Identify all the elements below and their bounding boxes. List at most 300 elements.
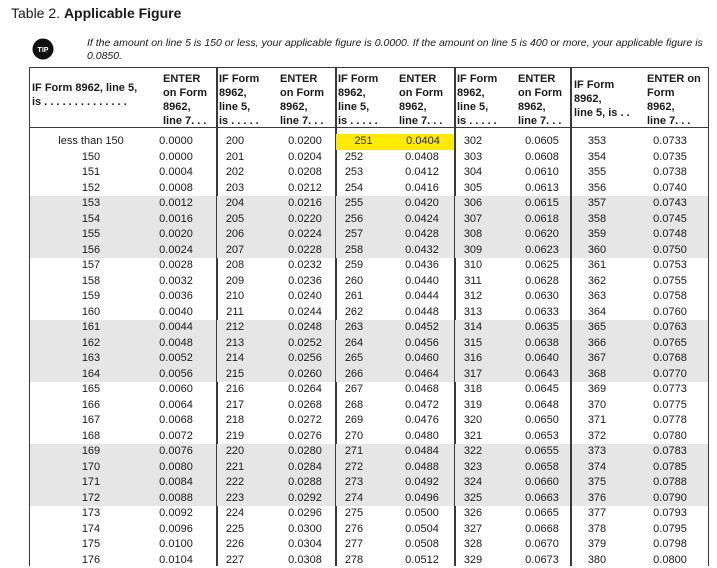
line5-amount: 278 bbox=[336, 553, 372, 568]
applicable-figure-value: 0.0292 bbox=[280, 491, 330, 507]
line5-amount: 277 bbox=[336, 537, 372, 553]
applicable-figure-value: 0.0044 bbox=[146, 320, 206, 336]
applicable-figure-value: 0.0296 bbox=[280, 506, 330, 522]
line5-amount: 356 bbox=[572, 181, 622, 197]
header-enter-label: ENTER on Form 8962, line 7. . . bbox=[399, 72, 443, 128]
applicable-figure-value: 0.0753 bbox=[640, 258, 700, 274]
line5-amount: 355 bbox=[572, 165, 622, 181]
table-row bbox=[30, 274, 217, 290]
highlighted-line5-amount: 251 bbox=[336, 134, 391, 150]
line5-amount: 162 bbox=[30, 336, 152, 352]
applicable-figure-value: 0.0016 bbox=[146, 212, 206, 228]
table-row bbox=[217, 506, 336, 522]
applicable-figure-value: 0.0252 bbox=[280, 336, 330, 352]
applicable-figure-value: 0.0444 bbox=[397, 289, 447, 305]
applicable-figure-value: 0.0733 bbox=[640, 134, 700, 150]
line5-amount: 227 bbox=[217, 553, 253, 568]
table-number: Table 2. bbox=[11, 5, 60, 21]
applicable-figure-value: 0.0768 bbox=[640, 351, 700, 367]
applicable-figure-value: 0.0605 bbox=[517, 134, 567, 150]
table-row bbox=[217, 367, 336, 383]
table-row bbox=[572, 289, 708, 305]
table-row bbox=[336, 413, 455, 429]
header-enter-label: ENTER on Form 8962, line 7. . . bbox=[518, 72, 562, 128]
line5-amount: 269 bbox=[336, 413, 372, 429]
line5-amount: 328 bbox=[455, 537, 491, 553]
table-row bbox=[572, 553, 708, 568]
applicable-figure-value: 0.0760 bbox=[640, 305, 700, 321]
table-row bbox=[30, 537, 217, 553]
table-name: Applicable Figure bbox=[64, 5, 181, 21]
applicable-figure-value: 0.0643 bbox=[517, 367, 567, 383]
applicable-figure-value: 0.0068 bbox=[146, 413, 206, 429]
table-row bbox=[217, 243, 336, 259]
applicable-figure-value: 0.0633 bbox=[517, 305, 567, 321]
applicable-figure-value: 0.0620 bbox=[517, 227, 567, 243]
table-row bbox=[30, 165, 217, 181]
table-row bbox=[455, 444, 571, 460]
table-row bbox=[336, 243, 455, 259]
table-row bbox=[455, 336, 571, 352]
line5-amount: 169 bbox=[30, 444, 152, 460]
line5-amount: 327 bbox=[455, 522, 491, 538]
table-row bbox=[217, 165, 336, 181]
table-row bbox=[30, 243, 217, 259]
applicable-figure-value: 0.0236 bbox=[280, 274, 330, 290]
table-row bbox=[455, 351, 571, 367]
table-row bbox=[572, 475, 708, 491]
table-row bbox=[572, 274, 708, 290]
table-column-4 bbox=[454, 67, 572, 566]
applicable-figure-value: 0.0655 bbox=[517, 444, 567, 460]
table-row bbox=[30, 522, 217, 538]
table-row bbox=[455, 289, 571, 305]
table-row bbox=[336, 553, 455, 568]
applicable-figure-value: 0.0773 bbox=[640, 382, 700, 398]
applicable-figure-value: 0.0056 bbox=[146, 367, 206, 383]
table-row bbox=[572, 444, 708, 460]
table-row bbox=[217, 196, 336, 212]
applicable-figure-value: 0.0064 bbox=[146, 398, 206, 414]
applicable-figure-value: 0.0775 bbox=[640, 398, 700, 414]
table-row bbox=[455, 506, 571, 522]
applicable-figure-value: 0.0436 bbox=[397, 258, 447, 274]
line5-amount: 317 bbox=[455, 367, 491, 383]
line5-amount: 261 bbox=[336, 289, 372, 305]
applicable-figure-value: 0.0224 bbox=[280, 227, 330, 243]
applicable-figure-value: 0.0028 bbox=[146, 258, 206, 274]
applicable-figure-value: 0.0512 bbox=[397, 553, 447, 568]
applicable-figure-value: 0.0628 bbox=[517, 274, 567, 290]
applicable-figure-value: 0.0452 bbox=[397, 320, 447, 336]
applicable-figure-value: 0.0608 bbox=[517, 150, 567, 166]
line5-amount: 158 bbox=[30, 274, 152, 290]
applicable-figure-value: 0.0665 bbox=[517, 506, 567, 522]
table-row bbox=[455, 227, 571, 243]
table-row bbox=[572, 258, 708, 274]
table-row bbox=[572, 460, 708, 476]
table-row bbox=[217, 274, 336, 290]
applicable-figure-value: 0.0216 bbox=[280, 196, 330, 212]
applicable-figure-value: 0.0750 bbox=[640, 243, 700, 259]
applicable-figure-value: 0.0658 bbox=[517, 460, 567, 476]
tip-icon-label: TIP bbox=[38, 47, 49, 54]
line5-amount: 312 bbox=[455, 289, 491, 305]
applicable-figure-value: 0.0072 bbox=[146, 429, 206, 445]
applicable-figure-value: 0.0625 bbox=[517, 258, 567, 274]
line5-amount: 215 bbox=[217, 367, 253, 383]
table-row bbox=[217, 522, 336, 538]
line5-amount: 214 bbox=[217, 351, 253, 367]
line5-amount: 315 bbox=[455, 336, 491, 352]
line5-amount: 359 bbox=[572, 227, 622, 243]
applicable-figure-value: 0.0060 bbox=[146, 382, 206, 398]
line5-amount: 176 bbox=[30, 553, 152, 568]
applicable-figure-value: 0.0052 bbox=[146, 351, 206, 367]
table-row bbox=[336, 289, 455, 305]
table-row bbox=[217, 475, 336, 491]
table-row bbox=[336, 258, 455, 274]
line5-amount: 226 bbox=[217, 537, 253, 553]
applicable-figure-value: 0.0208 bbox=[280, 165, 330, 181]
line5-amount: 170 bbox=[30, 460, 152, 476]
table-row bbox=[30, 181, 217, 197]
table-row bbox=[30, 196, 217, 212]
line5-amount: 323 bbox=[455, 460, 491, 476]
line5-amount: 203 bbox=[217, 181, 253, 197]
line5-amount: 166 bbox=[30, 398, 152, 414]
table-row bbox=[572, 196, 708, 212]
applicable-figure-value: 0.0778 bbox=[640, 413, 700, 429]
applicable-figure-value: 0.0432 bbox=[397, 243, 447, 259]
table-row bbox=[572, 398, 708, 414]
applicable-figure-value: 0.0012 bbox=[146, 196, 206, 212]
table-title bbox=[11, 5, 181, 21]
line5-amount: 366 bbox=[572, 336, 622, 352]
applicable-figure-value: 0.0615 bbox=[517, 196, 567, 212]
applicable-figure-value: 0.0488 bbox=[397, 460, 447, 476]
table-row bbox=[336, 491, 455, 507]
line5-amount: 270 bbox=[336, 429, 372, 445]
line5-amount: 225 bbox=[217, 522, 253, 538]
table-row bbox=[455, 212, 571, 228]
applicable-figure-value: 0.0440 bbox=[397, 274, 447, 290]
applicable-figure-value: 0.0416 bbox=[397, 181, 447, 197]
table-row bbox=[455, 491, 571, 507]
applicable-figure-value: 0.0460 bbox=[397, 351, 447, 367]
applicable-figure-value: 0.0798 bbox=[640, 537, 700, 553]
table-row bbox=[336, 181, 455, 197]
line5-amount: 161 bbox=[30, 320, 152, 336]
table-row bbox=[30, 336, 217, 352]
table-row bbox=[455, 150, 571, 166]
line5-amount: 157 bbox=[30, 258, 152, 274]
applicable-figure-value: 0.0758 bbox=[640, 289, 700, 305]
column-header bbox=[336, 68, 455, 128]
table-row bbox=[217, 134, 336, 150]
line5-amount: 372 bbox=[572, 429, 622, 445]
applicable-figure-value: 0.0020 bbox=[146, 227, 206, 243]
line5-amount: 222 bbox=[217, 475, 253, 491]
table-row bbox=[30, 553, 217, 568]
line5-amount: 380 bbox=[572, 553, 622, 568]
table-row bbox=[572, 367, 708, 383]
applicable-figure-value: 0.0640 bbox=[517, 351, 567, 367]
table-row bbox=[217, 258, 336, 274]
line5-amount: 370 bbox=[572, 398, 622, 414]
table-row bbox=[572, 506, 708, 522]
applicable-figure-value: 0.0000 bbox=[146, 150, 206, 166]
applicable-figure-value: 0.0788 bbox=[640, 475, 700, 491]
line5-amount: 152 bbox=[30, 181, 152, 197]
applicable-figure-value: 0.0284 bbox=[280, 460, 330, 476]
table-row bbox=[572, 382, 708, 398]
table-row bbox=[455, 305, 571, 321]
applicable-figure-value: 0.0738 bbox=[640, 165, 700, 181]
applicable-figure-value: 0.0272 bbox=[280, 413, 330, 429]
table-row bbox=[336, 506, 455, 522]
applicable-figure-value: 0.0623 bbox=[517, 243, 567, 259]
table-row bbox=[217, 289, 336, 305]
line5-amount: 159 bbox=[30, 289, 152, 305]
line5-amount: 378 bbox=[572, 522, 622, 538]
column-header bbox=[572, 68, 708, 128]
applicable-figure-value: 0.0780 bbox=[640, 429, 700, 445]
line5-amount: 217 bbox=[217, 398, 253, 414]
table-row bbox=[455, 134, 571, 150]
line5-amount: 311 bbox=[455, 274, 491, 290]
table-row bbox=[336, 444, 455, 460]
applicable-figure-value: 0.0448 bbox=[397, 305, 447, 321]
line5-amount: 153 bbox=[30, 196, 152, 212]
table-row bbox=[572, 181, 708, 197]
line5-amount: 210 bbox=[217, 289, 253, 305]
line5-amount: 329 bbox=[455, 553, 491, 568]
applicable-figure-value: 0.0200 bbox=[280, 134, 330, 150]
table-row bbox=[30, 444, 217, 460]
header-enter-label: ENTER on Form 8962, line 7. . . bbox=[280, 72, 324, 128]
applicable-figure-value: 0.0100 bbox=[146, 537, 206, 553]
line5-amount: 206 bbox=[217, 227, 253, 243]
line5-amount: 213 bbox=[217, 336, 253, 352]
line5-amount: 260 bbox=[336, 274, 372, 290]
applicable-figure-value: 0.0308 bbox=[280, 553, 330, 568]
line5-amount: 375 bbox=[572, 475, 622, 491]
table-row bbox=[455, 522, 571, 538]
table-row bbox=[336, 227, 455, 243]
line5-amount: 175 bbox=[30, 537, 152, 553]
line5-amount: 363 bbox=[572, 289, 622, 305]
applicable-figure-value: 0.0424 bbox=[397, 212, 447, 228]
line5-amount: 256 bbox=[336, 212, 372, 228]
applicable-figure-value: 0.0610 bbox=[517, 165, 567, 181]
table-row bbox=[572, 243, 708, 259]
applicable-figure-value: 0.0040 bbox=[146, 305, 206, 321]
applicable-figure-value: 0.0276 bbox=[280, 429, 330, 445]
line5-amount: 376 bbox=[572, 491, 622, 507]
line5-amount: 219 bbox=[217, 429, 253, 445]
line5-amount: 202 bbox=[217, 165, 253, 181]
table-row bbox=[455, 398, 571, 414]
applicable-figure-value: 0.0464 bbox=[397, 367, 447, 383]
applicable-figure-value: 0.0004 bbox=[146, 165, 206, 181]
line5-amount: 319 bbox=[455, 398, 491, 414]
applicable-figure-value: 0.0092 bbox=[146, 506, 206, 522]
table-row bbox=[30, 320, 217, 336]
applicable-figure-value: 0.0220 bbox=[280, 212, 330, 228]
applicable-figure-value: 0.0080 bbox=[146, 460, 206, 476]
line5-amount: 308 bbox=[455, 227, 491, 243]
table-row bbox=[455, 165, 571, 181]
table-row bbox=[336, 336, 455, 352]
line5-amount: 306 bbox=[455, 196, 491, 212]
table-row bbox=[217, 444, 336, 460]
table-row bbox=[30, 398, 217, 414]
line5-amount: 264 bbox=[336, 336, 372, 352]
table-row bbox=[455, 367, 571, 383]
line5-amount: 353 bbox=[572, 134, 622, 150]
line5-amount: 254 bbox=[336, 181, 372, 197]
line5-amount: 307 bbox=[455, 212, 491, 228]
line5-amount: 371 bbox=[572, 413, 622, 429]
applicable-figure-value: 0.0653 bbox=[517, 429, 567, 445]
table-row bbox=[455, 413, 571, 429]
table-row bbox=[217, 212, 336, 228]
applicable-figure-value: 0.0232 bbox=[280, 258, 330, 274]
line5-amount: 150 bbox=[30, 150, 152, 166]
line5-amount: 324 bbox=[455, 475, 491, 491]
table-row bbox=[30, 134, 217, 150]
line5-amount: 367 bbox=[572, 351, 622, 367]
applicable-figure-value: 0.0785 bbox=[640, 460, 700, 476]
table-row bbox=[455, 320, 571, 336]
line5-amount: 224 bbox=[217, 506, 253, 522]
table-row bbox=[217, 150, 336, 166]
table-row bbox=[336, 150, 455, 166]
column-header bbox=[30, 68, 217, 128]
table-row bbox=[30, 506, 217, 522]
table-row bbox=[336, 475, 455, 491]
line5-amount: 155 bbox=[30, 227, 152, 243]
applicable-figure-value: 0.0504 bbox=[397, 522, 447, 538]
table-row bbox=[217, 491, 336, 507]
applicable-figure-value: 0.0673 bbox=[517, 553, 567, 568]
table-row bbox=[572, 413, 708, 429]
header-if-label: IF Form 8962, line 5, is . . . . . bbox=[457, 72, 497, 128]
applicable-figure-value: 0.0663 bbox=[517, 491, 567, 507]
table-row bbox=[455, 475, 571, 491]
line5-amount: 313 bbox=[455, 305, 491, 321]
table-row bbox=[336, 165, 455, 181]
table-row bbox=[336, 305, 455, 321]
table-row bbox=[336, 522, 455, 538]
line5-amount: 221 bbox=[217, 460, 253, 476]
applicable-figure-value: 0.0000 bbox=[146, 134, 206, 150]
line5-amount: 167 bbox=[30, 413, 152, 429]
table-row bbox=[30, 305, 217, 321]
table-row bbox=[572, 522, 708, 538]
line5-amount: 374 bbox=[572, 460, 622, 476]
applicable-figure-value: 0.0763 bbox=[640, 320, 700, 336]
line5-amount: 309 bbox=[455, 243, 491, 259]
line5-amount: 365 bbox=[572, 320, 622, 336]
table-row bbox=[217, 398, 336, 414]
line5-amount: 259 bbox=[336, 258, 372, 274]
table-row bbox=[572, 165, 708, 181]
table-row bbox=[30, 367, 217, 383]
line5-amount: 305 bbox=[455, 181, 491, 197]
line5-amount: 321 bbox=[455, 429, 491, 445]
line5-amount: 211 bbox=[217, 305, 253, 321]
table-row bbox=[455, 429, 571, 445]
table-row bbox=[572, 351, 708, 367]
table-row bbox=[455, 274, 571, 290]
line5-amount: 257 bbox=[336, 227, 372, 243]
table-row bbox=[30, 460, 217, 476]
applicable-figure-value: 0.0660 bbox=[517, 475, 567, 491]
applicable-figure-value: 0.0800 bbox=[640, 553, 700, 568]
applicable-figure-value: 0.0648 bbox=[517, 398, 567, 414]
applicable-figure-value: 0.0650 bbox=[517, 413, 567, 429]
table-row bbox=[336, 320, 455, 336]
line5-amount: 209 bbox=[217, 274, 253, 290]
line5-amount: 156 bbox=[30, 243, 152, 259]
table-row bbox=[217, 305, 336, 321]
applicable-figure-value: 0.0645 bbox=[517, 382, 567, 398]
header-if-label: IF Form 8962, line 5, is . . . . . bbox=[219, 72, 259, 128]
line5-amount: 373 bbox=[572, 444, 622, 460]
line5-amount: 326 bbox=[455, 506, 491, 522]
line5-amount: 368 bbox=[572, 367, 622, 383]
table-row bbox=[30, 475, 217, 491]
applicable-figure-value: 0.0755 bbox=[640, 274, 700, 290]
table-row bbox=[30, 429, 217, 445]
table-row bbox=[217, 336, 336, 352]
table-row bbox=[30, 382, 217, 398]
line5-amount: 267 bbox=[336, 382, 372, 398]
applicable-figure-value: 0.0420 bbox=[397, 196, 447, 212]
applicable-figure-value: 0.0748 bbox=[640, 227, 700, 243]
line5-amount: 263 bbox=[336, 320, 372, 336]
applicable-figure-value: 0.0260 bbox=[280, 367, 330, 383]
applicable-figure-value: 0.0048 bbox=[146, 336, 206, 352]
applicable-figure-value: 0.0248 bbox=[280, 320, 330, 336]
applicable-figure-value: 0.0468 bbox=[397, 382, 447, 398]
applicable-figure-value: 0.0765 bbox=[640, 336, 700, 352]
line5-amount: 304 bbox=[455, 165, 491, 181]
table-row bbox=[455, 537, 571, 553]
applicable-figure-value: 0.0300 bbox=[280, 522, 330, 538]
line5-amount: 200 bbox=[217, 134, 253, 150]
line5-amount: 255 bbox=[336, 196, 372, 212]
applicable-figure-value: 0.0304 bbox=[280, 537, 330, 553]
line5-amount: 253 bbox=[336, 165, 372, 181]
highlighted-applicable-figure: 0.0404 bbox=[391, 134, 455, 150]
header-if-label: IF Form 8962, line 5, is . . . . . bbox=[338, 72, 378, 128]
line5-amount: 364 bbox=[572, 305, 622, 321]
applicable-figure-value: 0.0508 bbox=[397, 537, 447, 553]
line5-amount: 362 bbox=[572, 274, 622, 290]
line5-amount: 174 bbox=[30, 522, 152, 538]
table-row bbox=[572, 320, 708, 336]
applicable-figure-value: 0.0256 bbox=[280, 351, 330, 367]
table-row bbox=[572, 537, 708, 553]
line5-amount: 276 bbox=[336, 522, 372, 538]
header-if-label: IF Form 8962, line 5, is . . . . . . . . . . . . . . bbox=[32, 81, 137, 109]
line5-amount: 154 bbox=[30, 212, 152, 228]
applicable-figure-value: 0.0472 bbox=[397, 398, 447, 414]
line5-amount: 318 bbox=[455, 382, 491, 398]
